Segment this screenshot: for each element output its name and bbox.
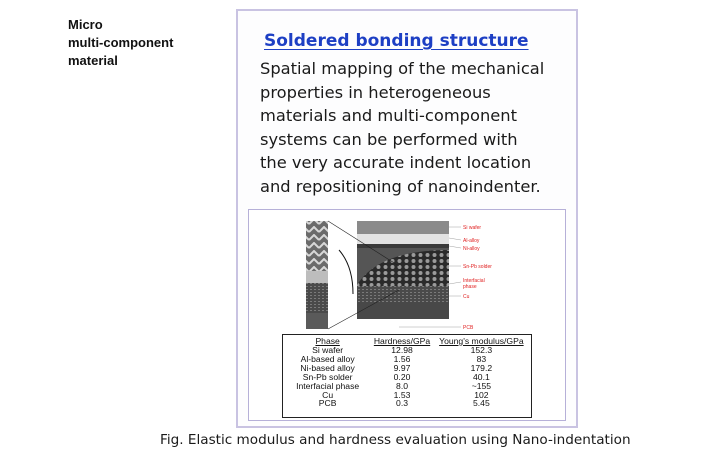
inset-zoom-image [306,221,328,329]
label-si-wafer: Si wafer [463,225,482,231]
cell-phase: PCB [318,398,337,409]
solder-micrograph-figure [248,209,566,421]
description-line: the very accurate indent location [260,153,532,172]
cell-hardness: 9.97 [393,362,411,373]
section-label-line-3: material [68,53,118,68]
description-line: properties in heterogeneous [260,82,491,102]
label-pcb: PCB [463,325,474,331]
label-cu: Cu [463,294,470,300]
cell-hardness: 1.53 [393,389,411,400]
cell-modulus: 179.2 [470,362,493,373]
section-label-line-2: multi-component [68,35,174,50]
cross-section-image [339,221,449,319]
cell-phase: Interfacial phase [296,380,360,391]
label-sn-pb-solder: Sn-Pb solder [463,264,492,270]
section-label [68,16,208,70]
cell-modulus: 152.3 [470,345,493,355]
cell-hardness: 0.20 [393,371,411,382]
cell-phase: Ni-based alloy [300,362,355,373]
cell-modulus: 83 [476,353,487,364]
cell-phase: Al-based alloy [300,353,355,364]
properties-table [282,334,532,418]
description-line: Spatial mapping of the mechanical [260,59,545,78]
description-line: materials and multi-component [260,106,518,125]
cell-hardness: 12.98 [391,345,413,355]
label-interfacial: Interfacial [463,278,485,284]
cell-hardness: 8.0 [396,380,408,391]
cell-phase: Sn-Pb solder [302,371,353,382]
figure-caption: Fig. Elastic modulus and hardness evaluation using Nano-indentation [160,432,631,448]
cell-phase: Si wafer [312,345,344,355]
panel-title: Soldered bonding structure [264,31,529,51]
table-header-phase: Phase [315,336,340,346]
description-line: and repositioning of nanoindenter. [260,176,541,196]
content-panel [236,9,578,428]
cell-modulus: 5.45 [473,398,490,409]
table-row [283,399,531,408]
table-header-modulus: Young's modulus/GPa [439,336,524,346]
label-al-alloy: Al-alloy [463,238,480,244]
description-line: systems can be performed with [260,129,518,149]
cell-modulus: 40.1 [473,371,490,382]
table-header-hardness: Hardness/GPa [373,336,431,346]
cell-modulus: ~155 [471,380,492,391]
label-phase: phase [463,284,477,290]
cell-phase: Cu [322,389,334,400]
label-ni-alloy: Ni-alloy [463,246,480,252]
cell-modulus: 102 [474,389,489,400]
cell-hardness: 0.3 [396,398,408,409]
panel-description [260,57,576,198]
section-label-line-1: Micro [68,17,103,32]
cell-hardness: 1.56 [393,353,411,364]
